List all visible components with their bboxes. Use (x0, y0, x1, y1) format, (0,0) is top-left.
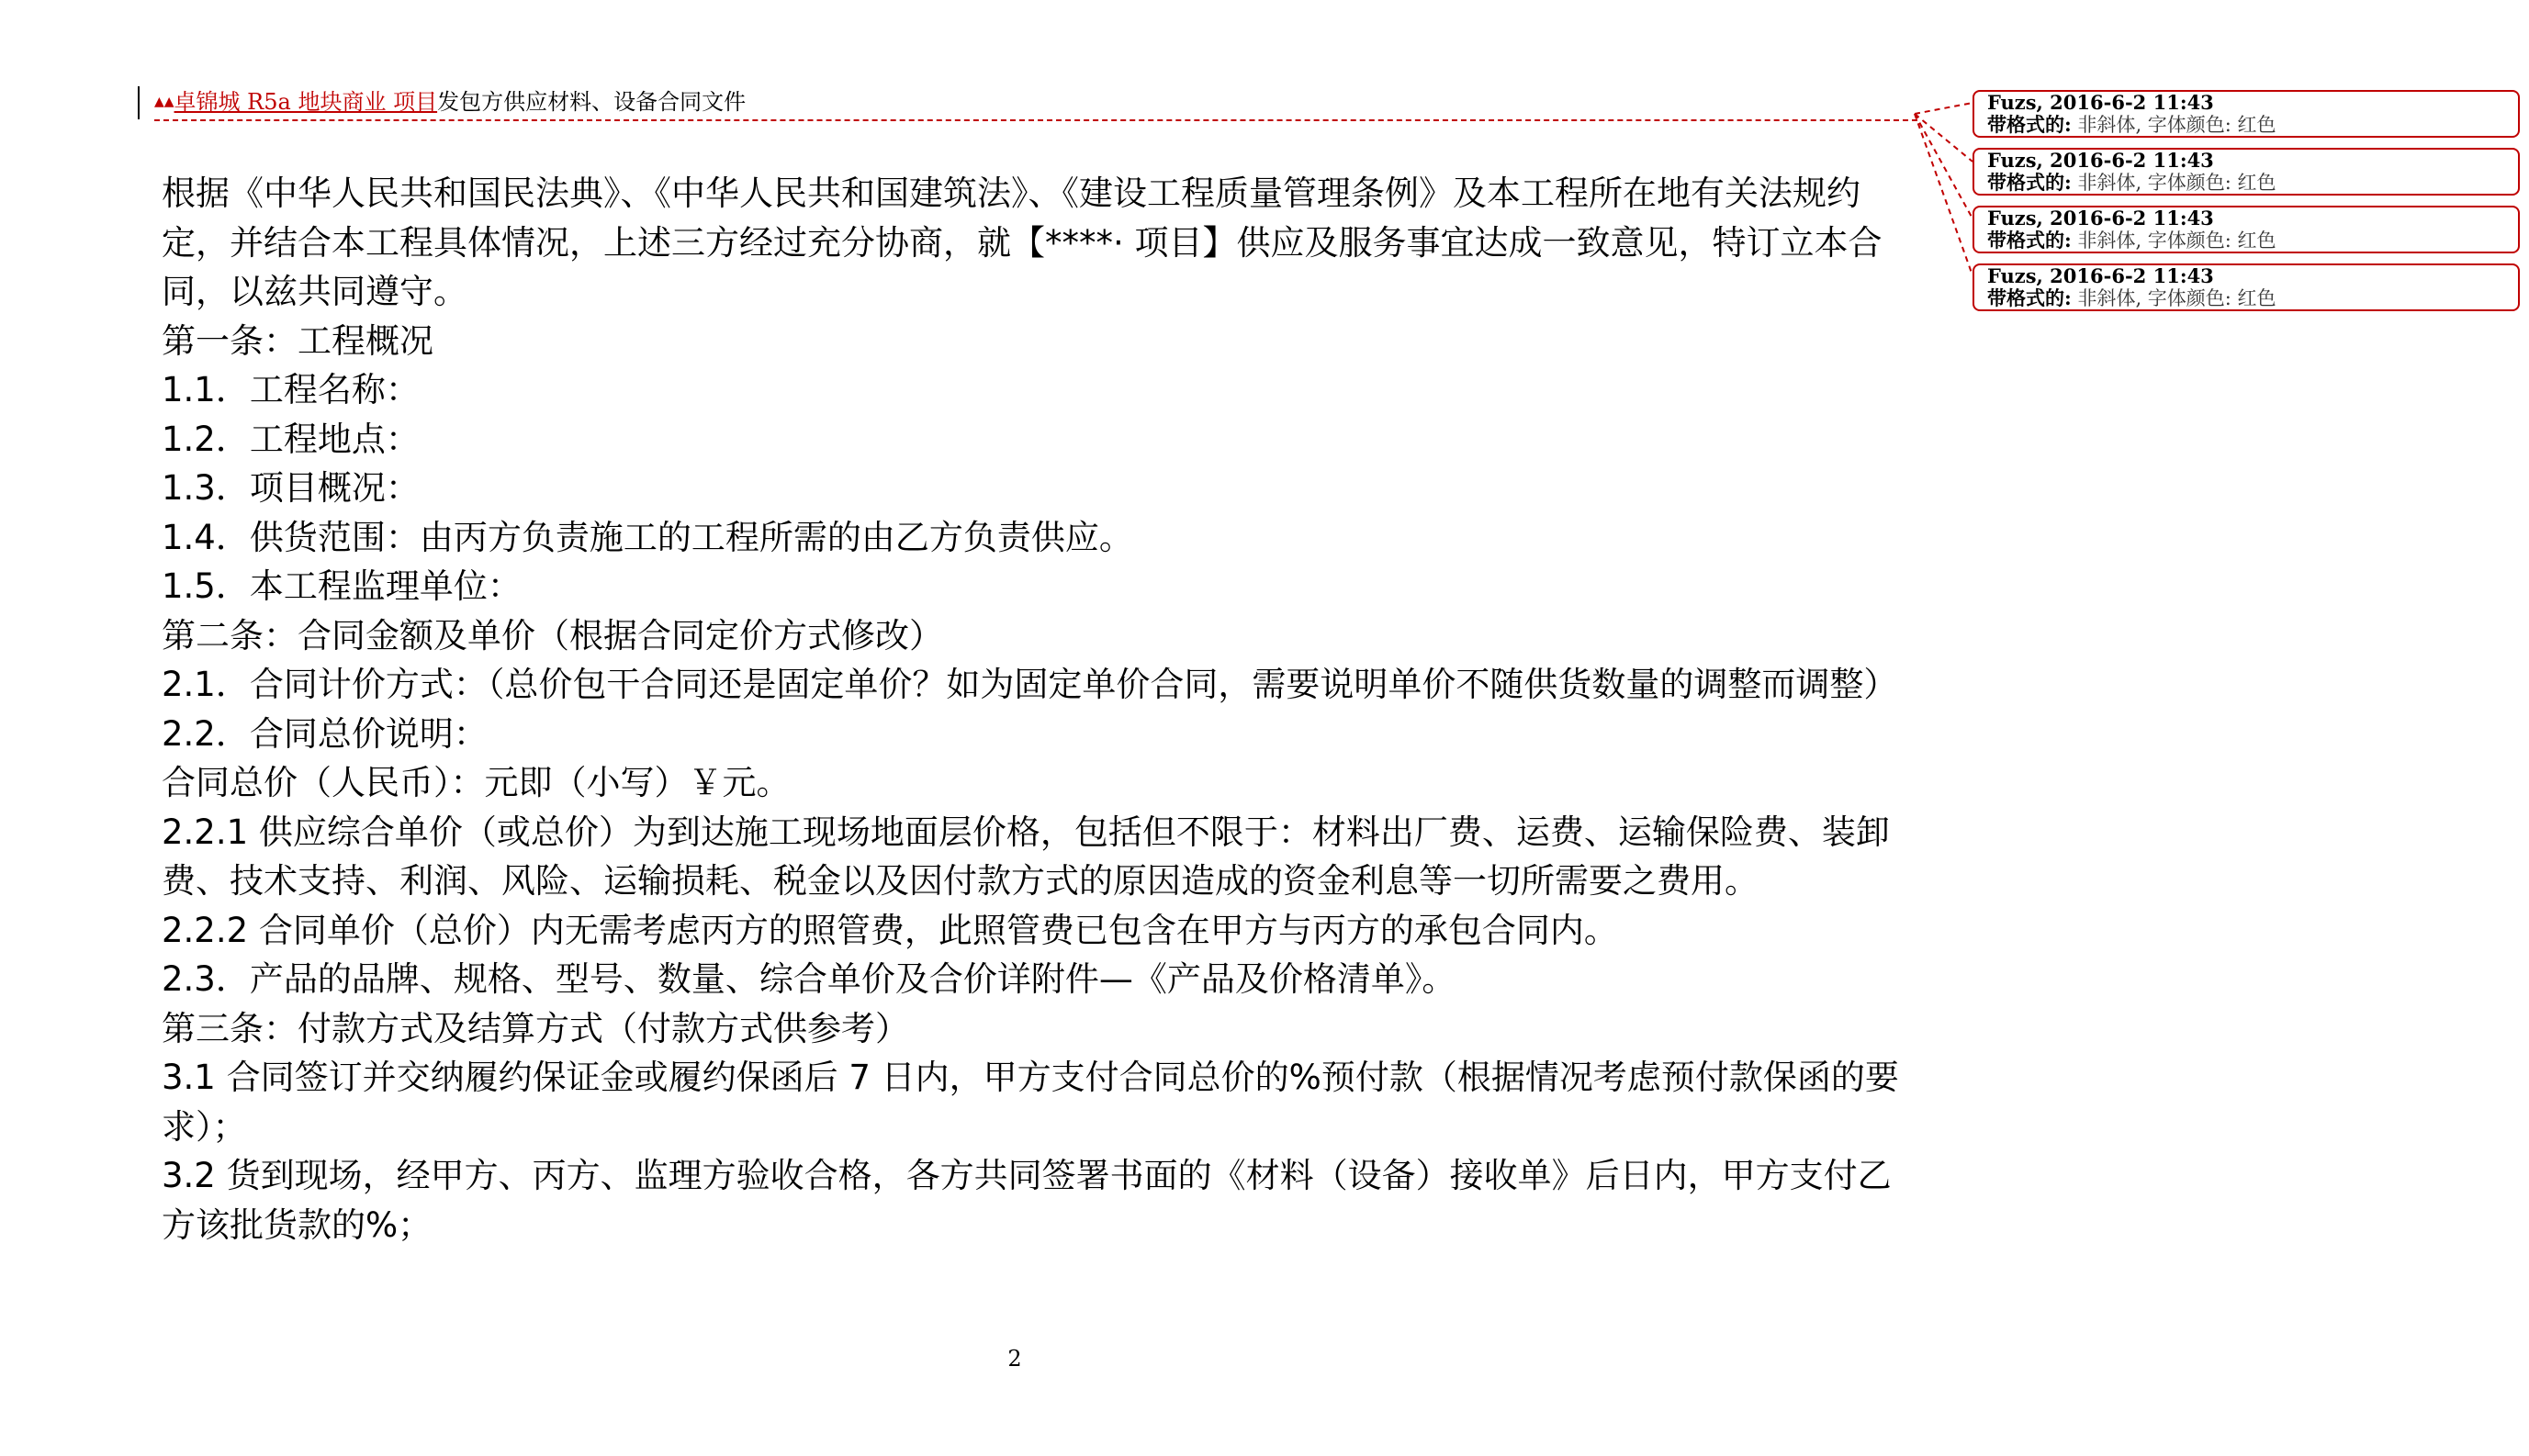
revision-marks: ▲▲ (154, 95, 174, 109)
heading-article-3: 第三条：付款方式及结算方式（付款方式供参考） (162, 1008, 909, 1048)
paragraph-1-3: 1.3．项目概况： (162, 468, 420, 508)
paragraph-2-2-1: 2.2.1 供应综合单价（或总价）为到达施工现场地面层价格，包括但不限于：材料出厂费、运费、运输保险费、装卸费、技术支持、利润、风险、运输损耗、税金以及因付款方式的原因造成的资金利息等一切所需要之费用。 (162, 812, 1890, 901)
heading-article-2: 第二条：合同金额及单价（根据合同定价方式修改） (162, 615, 943, 655)
comment-text: 非斜体, 字体颜色: 红色 (2077, 287, 2276, 309)
paragraph-total-price: 合同总价（人民币）：元即（小写）￥元。 (162, 763, 791, 802)
paragraph-intro: 根据《中华人民共和国民法典》、《中华人民共和国建筑法》、《建设工程质量管理条例》及本工程所在地有关法规约定，并结合本工程具体情况，上述三方经过充分协商，就【****· 项目】供应及服务事宜达成一致意见，特订立本合同，以兹共同遵守。 (162, 174, 1883, 311)
paragraph-1-4: 1.4．供货范围：由丙方负责施工的工程所需的由乙方负责供应。 (162, 517, 1133, 557)
comment-connector-1 (1915, 103, 1973, 114)
page-number: 2 (1007, 1346, 1022, 1372)
comment-author: Fuzs, 2016-6-2 11:43 (1987, 91, 2214, 114)
header-project-name[interactable]: 卓锦城 R5a 地块商业 项目 (174, 89, 438, 115)
comment-connector-4 (1915, 114, 1973, 275)
comment-balloon[interactable] (1973, 148, 2520, 196)
paragraph-1-2: 1.2．工程地点： (162, 419, 420, 459)
comment-connector-3 (1915, 114, 1973, 218)
comment-text: 非斜体, 字体颜色: 红色 (2077, 172, 2276, 194)
paragraph-2-2-2: 2.2.2 合同单价（总价）内无需考虑丙方的照管费，此照管费已包含在甲方与丙方的承包合同内。 (162, 910, 1618, 950)
comment-author: Fuzs, 2016-6-2 11:43 (1987, 207, 2214, 230)
comment-balloon[interactable] (1973, 90, 2520, 138)
comment-author: Fuzs, 2016-6-2 11:43 (1987, 149, 2214, 172)
page-header (154, 86, 1917, 121)
heading-article-1: 第一条：工程概况 (162, 320, 433, 361)
comment-text: 非斜体, 字体颜色: 红色 (2077, 114, 2276, 136)
header-doc-title: 发包方供应材料、设备合同文件 (437, 89, 747, 115)
comment-label: 带格式的: (1987, 229, 2072, 252)
comment-label: 带格式的: (1987, 171, 2072, 194)
paragraph-2-2: 2.2．合同总价说明： (162, 713, 488, 754)
comment-text: 非斜体, 字体颜色: 红色 (2077, 230, 2276, 252)
comment-label: 带格式的: (1987, 286, 2072, 309)
paragraph-1-1: 1.1．工程名称： (162, 370, 420, 409)
paragraph-2-3: 2.3．产品的品牌、规格、型号、数量、综合单价及合价详附件—《产品及价格清单》。 (162, 959, 1456, 999)
comment-connector-2 (1915, 114, 1973, 162)
paragraph-2-1: 2.1．合同计价方式：（总价包干合同还是固定单价？如为固定单价合同，需要说明单价不随供货数量的调整而调整） (162, 665, 1898, 704)
paragraph-1-5: 1.5．本工程监理单位： (162, 566, 522, 606)
paragraph-3-1: 3.1 合同签订并交纳履约保证金或履约保函后 7 日内，甲方支付合同总价的%预付款（根据情况考虑预付款保函的要求）； (162, 1058, 1899, 1147)
comment-author: Fuzs, 2016-6-2 11:43 (1987, 264, 2214, 287)
comment-balloon[interactable] (1973, 206, 2520, 253)
paragraph-3-2: 3.2 货到现场，经甲方、丙方、监理方验收合格，各方共同签署书面的《材料（设备）接收单》后日内，甲方支付乙方该批货款的%； (162, 1156, 1892, 1245)
comment-balloon[interactable] (1973, 263, 2520, 311)
comment-label: 带格式的: (1987, 113, 2072, 136)
document-body[interactable] (162, 169, 1911, 1249)
